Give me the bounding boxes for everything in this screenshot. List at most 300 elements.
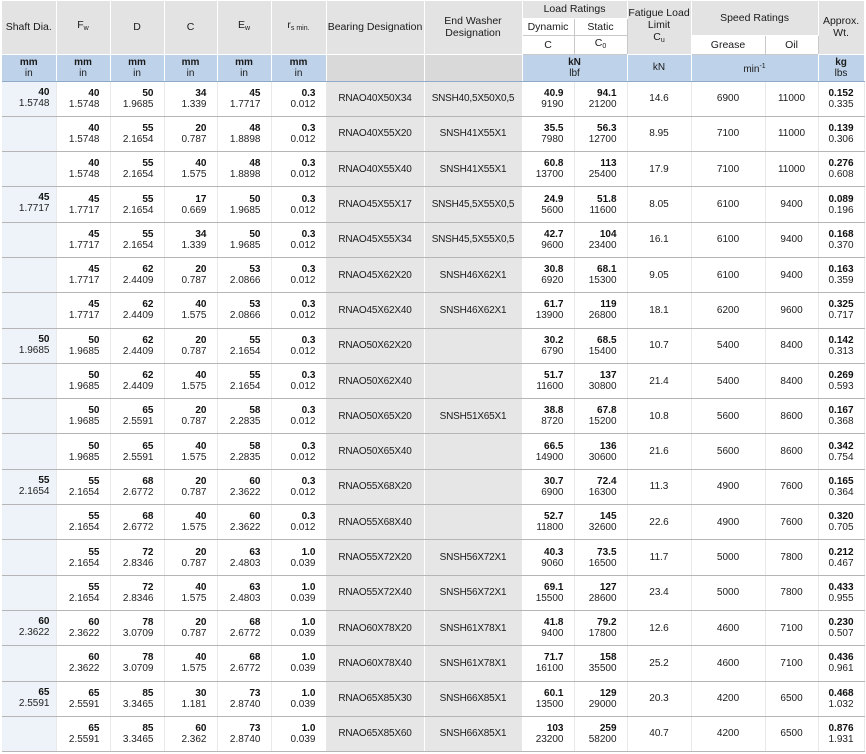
- end-washer-cell: [424, 505, 522, 540]
- d-cell: 65 2.5591: [110, 434, 164, 469]
- bearing-designation-cell: RNAO65X85X60: [326, 716, 424, 751]
- shaft-diameter-cell: 60 2.3622: [2, 610, 56, 645]
- grease-speed-cell: 5000: [691, 575, 765, 610]
- ew-cell: 63 2.4803: [217, 575, 271, 610]
- dynamic-rating-cell: 40.3 9060: [522, 540, 574, 575]
- rs-cell: 0.3 0.012: [271, 434, 326, 469]
- fatigue-limit-cell: 22.6: [627, 505, 691, 540]
- fw-cell: 60 2.3622: [56, 610, 110, 645]
- ew-cell: 60 2.3622: [217, 505, 271, 540]
- fatigue-limit-cell: 12.6: [627, 610, 691, 645]
- weight-cell: 0.165 0.364: [818, 469, 864, 504]
- rs-cell: 0.3 0.012: [271, 187, 326, 222]
- fatigue-limit-cell: 9.05: [627, 257, 691, 292]
- d-cell: 85 3.3465: [110, 681, 164, 716]
- fw-cell: 40 1.5748: [56, 81, 110, 116]
- fw-cell: 45 1.7717: [56, 187, 110, 222]
- c-cell: 40 1.575: [164, 293, 217, 328]
- table-body: [2, 81, 864, 752]
- static-rating-cell: 145 32600: [574, 505, 627, 540]
- table-row: [2, 363, 864, 398]
- static-rating-cell: 56.3 12700: [574, 116, 627, 151]
- ew-cell: 73 2.8740: [217, 716, 271, 751]
- unit-bearing-blank: [326, 54, 424, 81]
- c-cell: 20 0.787: [164, 540, 217, 575]
- fw-cell: 50 1.9685: [56, 434, 110, 469]
- fatigue-limit-cell: 14.6: [627, 81, 691, 116]
- end-washer-cell: SNSH46X62X1: [424, 293, 522, 328]
- fatigue-limit-cell: 11.7: [627, 540, 691, 575]
- end-washer-cell: SNSH41X55X1: [424, 116, 522, 151]
- fatigue-limit-cell: 8.05: [627, 187, 691, 222]
- table-row: [2, 222, 864, 257]
- weight-cell: 0.168 0.370: [818, 222, 864, 257]
- fatigue-limit-header: Fatigue Load Limit $C_u$: [627, 1, 691, 54]
- fw-cell: 55 2.1654: [56, 469, 110, 504]
- c-cell: 20 0.787: [164, 257, 217, 292]
- bearing-designation-header: Bearing Designation: [326, 1, 424, 54]
- oil-speed-cell: 7100: [765, 610, 818, 645]
- weight-cell: 0.468 1.032: [818, 681, 864, 716]
- bearing-designation-cell: RNAO65X85X30: [326, 681, 424, 716]
- c-header: C: [164, 1, 217, 54]
- static-rating-cell: 119 26800: [574, 293, 627, 328]
- fw-cell: 65 2.5591: [56, 681, 110, 716]
- bearing-designation-cell: RNAO50X62X20: [326, 328, 424, 363]
- shaft-diameter-cell: [2, 222, 56, 257]
- rs-cell: 0.3 0.012: [271, 293, 326, 328]
- d-cell: 68 2.6772: [110, 469, 164, 504]
- oil-speed-cell: 9600: [765, 293, 818, 328]
- grease-speed-cell: 5400: [691, 363, 765, 398]
- grease-speed-cell: 4600: [691, 610, 765, 645]
- rs-cell: 1.0 0.039: [271, 646, 326, 681]
- table-row: [2, 575, 864, 610]
- oil-speed-cell: 11000: [765, 81, 818, 116]
- c-cell: 40 1.575: [164, 575, 217, 610]
- c-cell: 40 1.575: [164, 505, 217, 540]
- bearing-designation-cell: RNAO40X55X20: [326, 116, 424, 151]
- rs-cell: 1.0 0.039: [271, 575, 326, 610]
- shaft-diameter-cell: [2, 716, 56, 751]
- table-row: [2, 328, 864, 363]
- bearing-designation-cell: RNAO45X62X20: [326, 257, 424, 292]
- dynamic-rating-cell: 30.8 6920: [522, 257, 574, 292]
- grease-speed-cell: 5600: [691, 434, 765, 469]
- rs-cell: 1.0 0.039: [271, 610, 326, 645]
- weight-cell: 0.433 0.955: [818, 575, 864, 610]
- static-rating-cell: 104 23400: [574, 222, 627, 257]
- end-washer-cell: SNSH45,5X55X0,5: [424, 187, 522, 222]
- rs-cell: 0.3 0.012: [271, 328, 326, 363]
- weight-cell: 0.167 0.368: [818, 399, 864, 434]
- end-washer-cell: SNSH56X72X1: [424, 575, 522, 610]
- fatigue-limit-cell: 10.8: [627, 399, 691, 434]
- rs-cell: 0.3 0.012: [271, 81, 326, 116]
- unit-fatigue: kN: [627, 54, 691, 81]
- fatigue-limit-cell: 21.6: [627, 434, 691, 469]
- fatigue-limit-cell: 11.3: [627, 469, 691, 504]
- grease-speed-cell: 6100: [691, 187, 765, 222]
- rs-cell: 0.3 0.012: [271, 257, 326, 292]
- fatigue-limit-cell: 40.7: [627, 716, 691, 751]
- ew-cell: 68 2.6772: [217, 610, 271, 645]
- shaft-diameter-cell: 40 1.5748: [2, 81, 56, 116]
- table-row: [2, 187, 864, 222]
- table-row: [2, 505, 864, 540]
- weight-header: Approx. Wt.: [818, 1, 864, 54]
- d-cell: 68 2.6772: [110, 505, 164, 540]
- grease-speed-cell: 6100: [691, 257, 765, 292]
- rs-cell: 0.3 0.012: [271, 469, 326, 504]
- c-cell: 34 1.339: [164, 222, 217, 257]
- ew-cell: 53 2.0866: [217, 293, 271, 328]
- static-rating-cell: 158 35500: [574, 646, 627, 681]
- bearing-designation-cell: RNAO45X55X17: [326, 187, 424, 222]
- static-rating-cell: 73.5 16500: [574, 540, 627, 575]
- oil-speed-cell: 7800: [765, 540, 818, 575]
- d-cell: 62 2.4409: [110, 328, 164, 363]
- c-cell: 40 1.575: [164, 152, 217, 187]
- fw-cell: 50 1.9685: [56, 328, 110, 363]
- fw-cell: 65 2.5591: [56, 716, 110, 751]
- ew-cell: 45 1.7717: [217, 81, 271, 116]
- fw-cell: 40 1.5748: [56, 116, 110, 151]
- fatigue-limit-cell: 16.1: [627, 222, 691, 257]
- weight-cell: 0.230 0.507: [818, 610, 864, 645]
- dynamic-rating-cell: 60.8 13700: [522, 152, 574, 187]
- ew-cell: 48 1.8898: [217, 152, 271, 187]
- static-rating-cell: 68.5 15400: [574, 328, 627, 363]
- unit-d: mm in: [110, 54, 164, 81]
- bearing-designation-cell: RNAO60X78X20: [326, 610, 424, 645]
- unit-shaft: mm in: [2, 54, 56, 81]
- unit-c: mm in: [164, 54, 217, 81]
- ew-cell: 55 2.1654: [217, 363, 271, 398]
- table-row: [2, 716, 864, 751]
- bearing-designation-cell: RNAO40X55X40: [326, 152, 424, 187]
- d-header: D: [110, 1, 164, 54]
- unit-fw: mm in: [56, 54, 110, 81]
- fw-cell: 60 2.3622: [56, 646, 110, 681]
- fatigue-limit-cell: 8.95: [627, 116, 691, 151]
- shaft-diameter-cell: [2, 152, 56, 187]
- shaft-diameter-cell: [2, 434, 56, 469]
- d-cell: 62 2.4409: [110, 293, 164, 328]
- unit-ew: mm in: [217, 54, 271, 81]
- grease-speed-cell: 5000: [691, 540, 765, 575]
- shaft-diameter-cell: [2, 257, 56, 292]
- oil-speed-cell: 7600: [765, 469, 818, 504]
- oil-speed-cell: 9400: [765, 187, 818, 222]
- end-washer-cell: SNSH46X62X1: [424, 257, 522, 292]
- end-washer-cell: SNSH66X85X1: [424, 716, 522, 751]
- ew-cell: 63 2.4803: [217, 540, 271, 575]
- shaft-diameter-cell: 50 1.9685: [2, 328, 56, 363]
- ew-cell: 68 2.6772: [217, 646, 271, 681]
- dynamic-rating-cell: 60.1 13500: [522, 681, 574, 716]
- grease-speed-cell: 4200: [691, 681, 765, 716]
- d-cell: 55 2.1654: [110, 152, 164, 187]
- end-washer-cell: [424, 434, 522, 469]
- static-rating-cell: 94.1 21200: [574, 81, 627, 116]
- shaft-diameter-cell: [2, 116, 56, 151]
- fw-cell: 50 1.9685: [56, 399, 110, 434]
- fatigue-limit-cell: 10.7: [627, 328, 691, 363]
- ew-cell: 60 2.3622: [217, 469, 271, 504]
- dynamic-rating-cell: 52.7 11800: [522, 505, 574, 540]
- c-cell: 30 1.181: [164, 681, 217, 716]
- weight-cell: 0.269 0.593: [818, 363, 864, 398]
- table-row: [2, 116, 864, 151]
- oil-speed-cell: 7600: [765, 505, 818, 540]
- fatigue-limit-cell: 25.2: [627, 646, 691, 681]
- d-cell: 55 2.1654: [110, 116, 164, 151]
- shaft-diameter-cell: [2, 505, 56, 540]
- dynamic-header: Dynamic: [522, 18, 574, 35]
- bearing-designation-cell: RNAO50X65X20: [326, 399, 424, 434]
- c-cell: 40 1.575: [164, 363, 217, 398]
- dynamic-rating-cell: 51.7 11600: [522, 363, 574, 398]
- fatigue-limit-cell: 21.4: [627, 363, 691, 398]
- rs-cell: 0.3 0.012: [271, 505, 326, 540]
- static-rating-cell: 79.2 17800: [574, 610, 627, 645]
- table-header: [2, 1, 864, 81]
- grease-speed-cell: 5400: [691, 328, 765, 363]
- end-washer-cell: SNSH56X72X1: [424, 540, 522, 575]
- weight-cell: 0.139 0.306: [818, 116, 864, 151]
- table-row: [2, 540, 864, 575]
- oil-speed-cell: 6500: [765, 716, 818, 751]
- fw-cell: 55 2.1654: [56, 540, 110, 575]
- grease-speed-cell: 6900: [691, 81, 765, 116]
- oil-speed-cell: 8600: [765, 434, 818, 469]
- dynamic-rating-cell: 30.2 6790: [522, 328, 574, 363]
- ew-cell: 58 2.2835: [217, 399, 271, 434]
- dynamic-rating-cell: 38.8 8720: [522, 399, 574, 434]
- oil-speed-cell: 7800: [765, 575, 818, 610]
- bearing-designation-cell: RNAO55X68X40: [326, 505, 424, 540]
- grease-speed-cell: 5600: [691, 399, 765, 434]
- oil-speed-cell: 6500: [765, 681, 818, 716]
- fw-header: $F_w$: [56, 1, 110, 54]
- dynamic-rating-cell: 66.5 14900: [522, 434, 574, 469]
- shaft-diameter-cell: [2, 399, 56, 434]
- grease-speed-cell: 4900: [691, 469, 765, 504]
- c-cell: 60 2.362: [164, 716, 217, 751]
- d-cell: 62 2.4409: [110, 257, 164, 292]
- static-rating-cell: 113 25400: [574, 152, 627, 187]
- shaft-diameter-cell: 45 1.7717: [2, 187, 56, 222]
- ew-cell: 48 1.8898: [217, 116, 271, 151]
- table-row: [2, 646, 864, 681]
- c-cell: 40 1.575: [164, 434, 217, 469]
- bearing-designation-cell: RNAO55X72X40: [326, 575, 424, 610]
- bearing-specification-table: [2, 1, 865, 752]
- unit-washer-blank: [424, 54, 522, 81]
- table-row: [2, 434, 864, 469]
- oil-speed-cell: 9400: [765, 257, 818, 292]
- bearing-designation-cell: RNAO40X50X34: [326, 81, 424, 116]
- rs-cell: 0.3 0.012: [271, 116, 326, 151]
- static-rating-cell: 259 58200: [574, 716, 627, 751]
- grease-speed-cell: 6100: [691, 222, 765, 257]
- table-row: [2, 399, 864, 434]
- dynamic-symbol: C: [522, 35, 574, 54]
- weight-cell: 0.212 0.467: [818, 540, 864, 575]
- table-row: [2, 293, 864, 328]
- table-row: [2, 81, 864, 116]
- table-row: [2, 469, 864, 504]
- end-washer-cell: SNSH61X78X1: [424, 610, 522, 645]
- unit-weight: kg lbs: [818, 54, 864, 81]
- shaft-diameter-cell: 65 2.5591: [2, 681, 56, 716]
- end-washer-cell: SNSH61X78X1: [424, 646, 522, 681]
- d-cell: 62 2.4409: [110, 363, 164, 398]
- ew-cell: 50 1.9685: [217, 187, 271, 222]
- shaft-diameter-cell: [2, 540, 56, 575]
- grease-speed-cell: 7100: [691, 152, 765, 187]
- oil-speed-cell: 11000: [765, 152, 818, 187]
- fw-cell: 55 2.1654: [56, 575, 110, 610]
- shaft-diameter-cell: [2, 363, 56, 398]
- fw-cell: 45 1.7717: [56, 222, 110, 257]
- end-washer-cell: SNSH40,5X50X0,5: [424, 81, 522, 116]
- rs-cell: 1.0 0.039: [271, 540, 326, 575]
- d-cell: 72 2.8346: [110, 575, 164, 610]
- weight-cell: 0.325 0.717: [818, 293, 864, 328]
- d-cell: 55 2.1654: [110, 187, 164, 222]
- rs-cell: 1.0 0.039: [271, 681, 326, 716]
- weight-cell: 0.436 0.961: [818, 646, 864, 681]
- shaft-diameter-cell: 55 2.1654: [2, 469, 56, 504]
- weight-cell: 0.142 0.313: [818, 328, 864, 363]
- static-rating-cell: 137 30800: [574, 363, 627, 398]
- end-washer-cell: [424, 469, 522, 504]
- dynamic-rating-cell: 41.8 9400: [522, 610, 574, 645]
- dynamic-rating-cell: 30.7 6900: [522, 469, 574, 504]
- grease-speed-cell: 4600: [691, 646, 765, 681]
- grease-speed-cell: 6200: [691, 293, 765, 328]
- load-ratings-header: Load Ratings: [522, 1, 627, 18]
- ew-cell: 50 1.9685: [217, 222, 271, 257]
- ew-cell: 53 2.0866: [217, 257, 271, 292]
- static-rating-cell: 51.8 11600: [574, 187, 627, 222]
- fatigue-limit-cell: 20.3: [627, 681, 691, 716]
- bearing-designation-cell: RNAO50X65X40: [326, 434, 424, 469]
- static-rating-cell: 67.8 15200: [574, 399, 627, 434]
- table-row: [2, 257, 864, 292]
- c-cell: 40 1.575: [164, 646, 217, 681]
- table-row: [2, 152, 864, 187]
- weight-cell: 0.152 0.335: [818, 81, 864, 116]
- rs-cell: 0.3 0.012: [271, 363, 326, 398]
- grease-header: Grease: [691, 35, 765, 54]
- d-cell: 65 2.5591: [110, 399, 164, 434]
- static-rating-cell: 68.1 15300: [574, 257, 627, 292]
- d-cell: 50 1.9685: [110, 81, 164, 116]
- fw-cell: 45 1.7717: [56, 257, 110, 292]
- fw-cell: 40 1.5748: [56, 152, 110, 187]
- shaft-diameter-cell: [2, 646, 56, 681]
- speed-ratings-header: Speed Ratings: [691, 1, 818, 35]
- rs-cell: 0.3 0.012: [271, 152, 326, 187]
- shaft-diameter-cell: [2, 575, 56, 610]
- oil-speed-cell: 11000: [765, 116, 818, 151]
- ew-cell: 73 2.8740: [217, 681, 271, 716]
- c-cell: 20 0.787: [164, 610, 217, 645]
- fw-cell: 50 1.9685: [56, 363, 110, 398]
- c-cell: 20 0.787: [164, 328, 217, 363]
- rs-cell: 0.3 0.012: [271, 222, 326, 257]
- fatigue-limit-cell: 18.1: [627, 293, 691, 328]
- d-cell: 55 2.1654: [110, 222, 164, 257]
- bearing-designation-cell: RNAO60X78X40: [326, 646, 424, 681]
- bearing-designation-cell: RNAO55X72X20: [326, 540, 424, 575]
- oil-speed-cell: 8400: [765, 328, 818, 363]
- fatigue-limit-cell: 17.9: [627, 152, 691, 187]
- static-rating-cell: 72.4 16300: [574, 469, 627, 504]
- grease-speed-cell: 7100: [691, 116, 765, 151]
- fw-cell: 55 2.1654: [56, 505, 110, 540]
- unit-speed: $\min^{-1}$: [691, 54, 818, 81]
- grease-speed-cell: 4900: [691, 505, 765, 540]
- ew-header: $E_w$: [217, 1, 271, 54]
- end-washer-cell: SNSH45,5X55X0,5: [424, 222, 522, 257]
- c-cell: 17 0.669: [164, 187, 217, 222]
- unit-load: kN lbf: [522, 54, 627, 81]
- grease-speed-cell: 4200: [691, 716, 765, 751]
- dynamic-rating-cell: 35.5 7980: [522, 116, 574, 151]
- end-washer-cell: [424, 363, 522, 398]
- dynamic-rating-cell: 69.1 15500: [522, 575, 574, 610]
- oil-speed-cell: 8600: [765, 399, 818, 434]
- end-washer-cell: SNSH66X85X1: [424, 681, 522, 716]
- d-cell: 85 3.3465: [110, 716, 164, 751]
- weight-cell: 0.320 0.705: [818, 505, 864, 540]
- fatigue-limit-cell: 23.4: [627, 575, 691, 610]
- units-row: [2, 54, 864, 81]
- weight-cell: 0.163 0.359: [818, 257, 864, 292]
- weight-cell: 0.876 1.931: [818, 716, 864, 751]
- ew-cell: 55 2.1654: [217, 328, 271, 363]
- oil-header: Oil: [765, 35, 818, 54]
- c-cell: 34 1.339: [164, 81, 217, 116]
- d-cell: 78 3.0709: [110, 646, 164, 681]
- bearing-designation-cell: RNAO50X62X40: [326, 363, 424, 398]
- unit-rs: mm in: [271, 54, 326, 81]
- dynamic-rating-cell: 103 23200: [522, 716, 574, 751]
- fw-cell: 45 1.7717: [56, 293, 110, 328]
- rs-cell: 0.3 0.012: [271, 399, 326, 434]
- bearing-designation-cell: RNAO55X68X20: [326, 469, 424, 504]
- static-rating-cell: 136 30600: [574, 434, 627, 469]
- end-washer-cell: SNSH51X65X1: [424, 399, 522, 434]
- shaft-diameter-cell: [2, 293, 56, 328]
- bearing-designation-cell: RNAO45X62X40: [326, 293, 424, 328]
- dynamic-rating-cell: 61.7 13900: [522, 293, 574, 328]
- weight-cell: 0.342 0.754: [818, 434, 864, 469]
- static-rating-cell: 129 29000: [574, 681, 627, 716]
- static-header: Static: [574, 18, 627, 35]
- c-cell: 20 0.787: [164, 399, 217, 434]
- rs-header: $r_{s min.}$: [271, 1, 326, 54]
- table-row: [2, 681, 864, 716]
- c-cell: 20 0.787: [164, 469, 217, 504]
- dynamic-rating-cell: 42.7 9600: [522, 222, 574, 257]
- d-cell: 78 3.0709: [110, 610, 164, 645]
- oil-speed-cell: 7100: [765, 646, 818, 681]
